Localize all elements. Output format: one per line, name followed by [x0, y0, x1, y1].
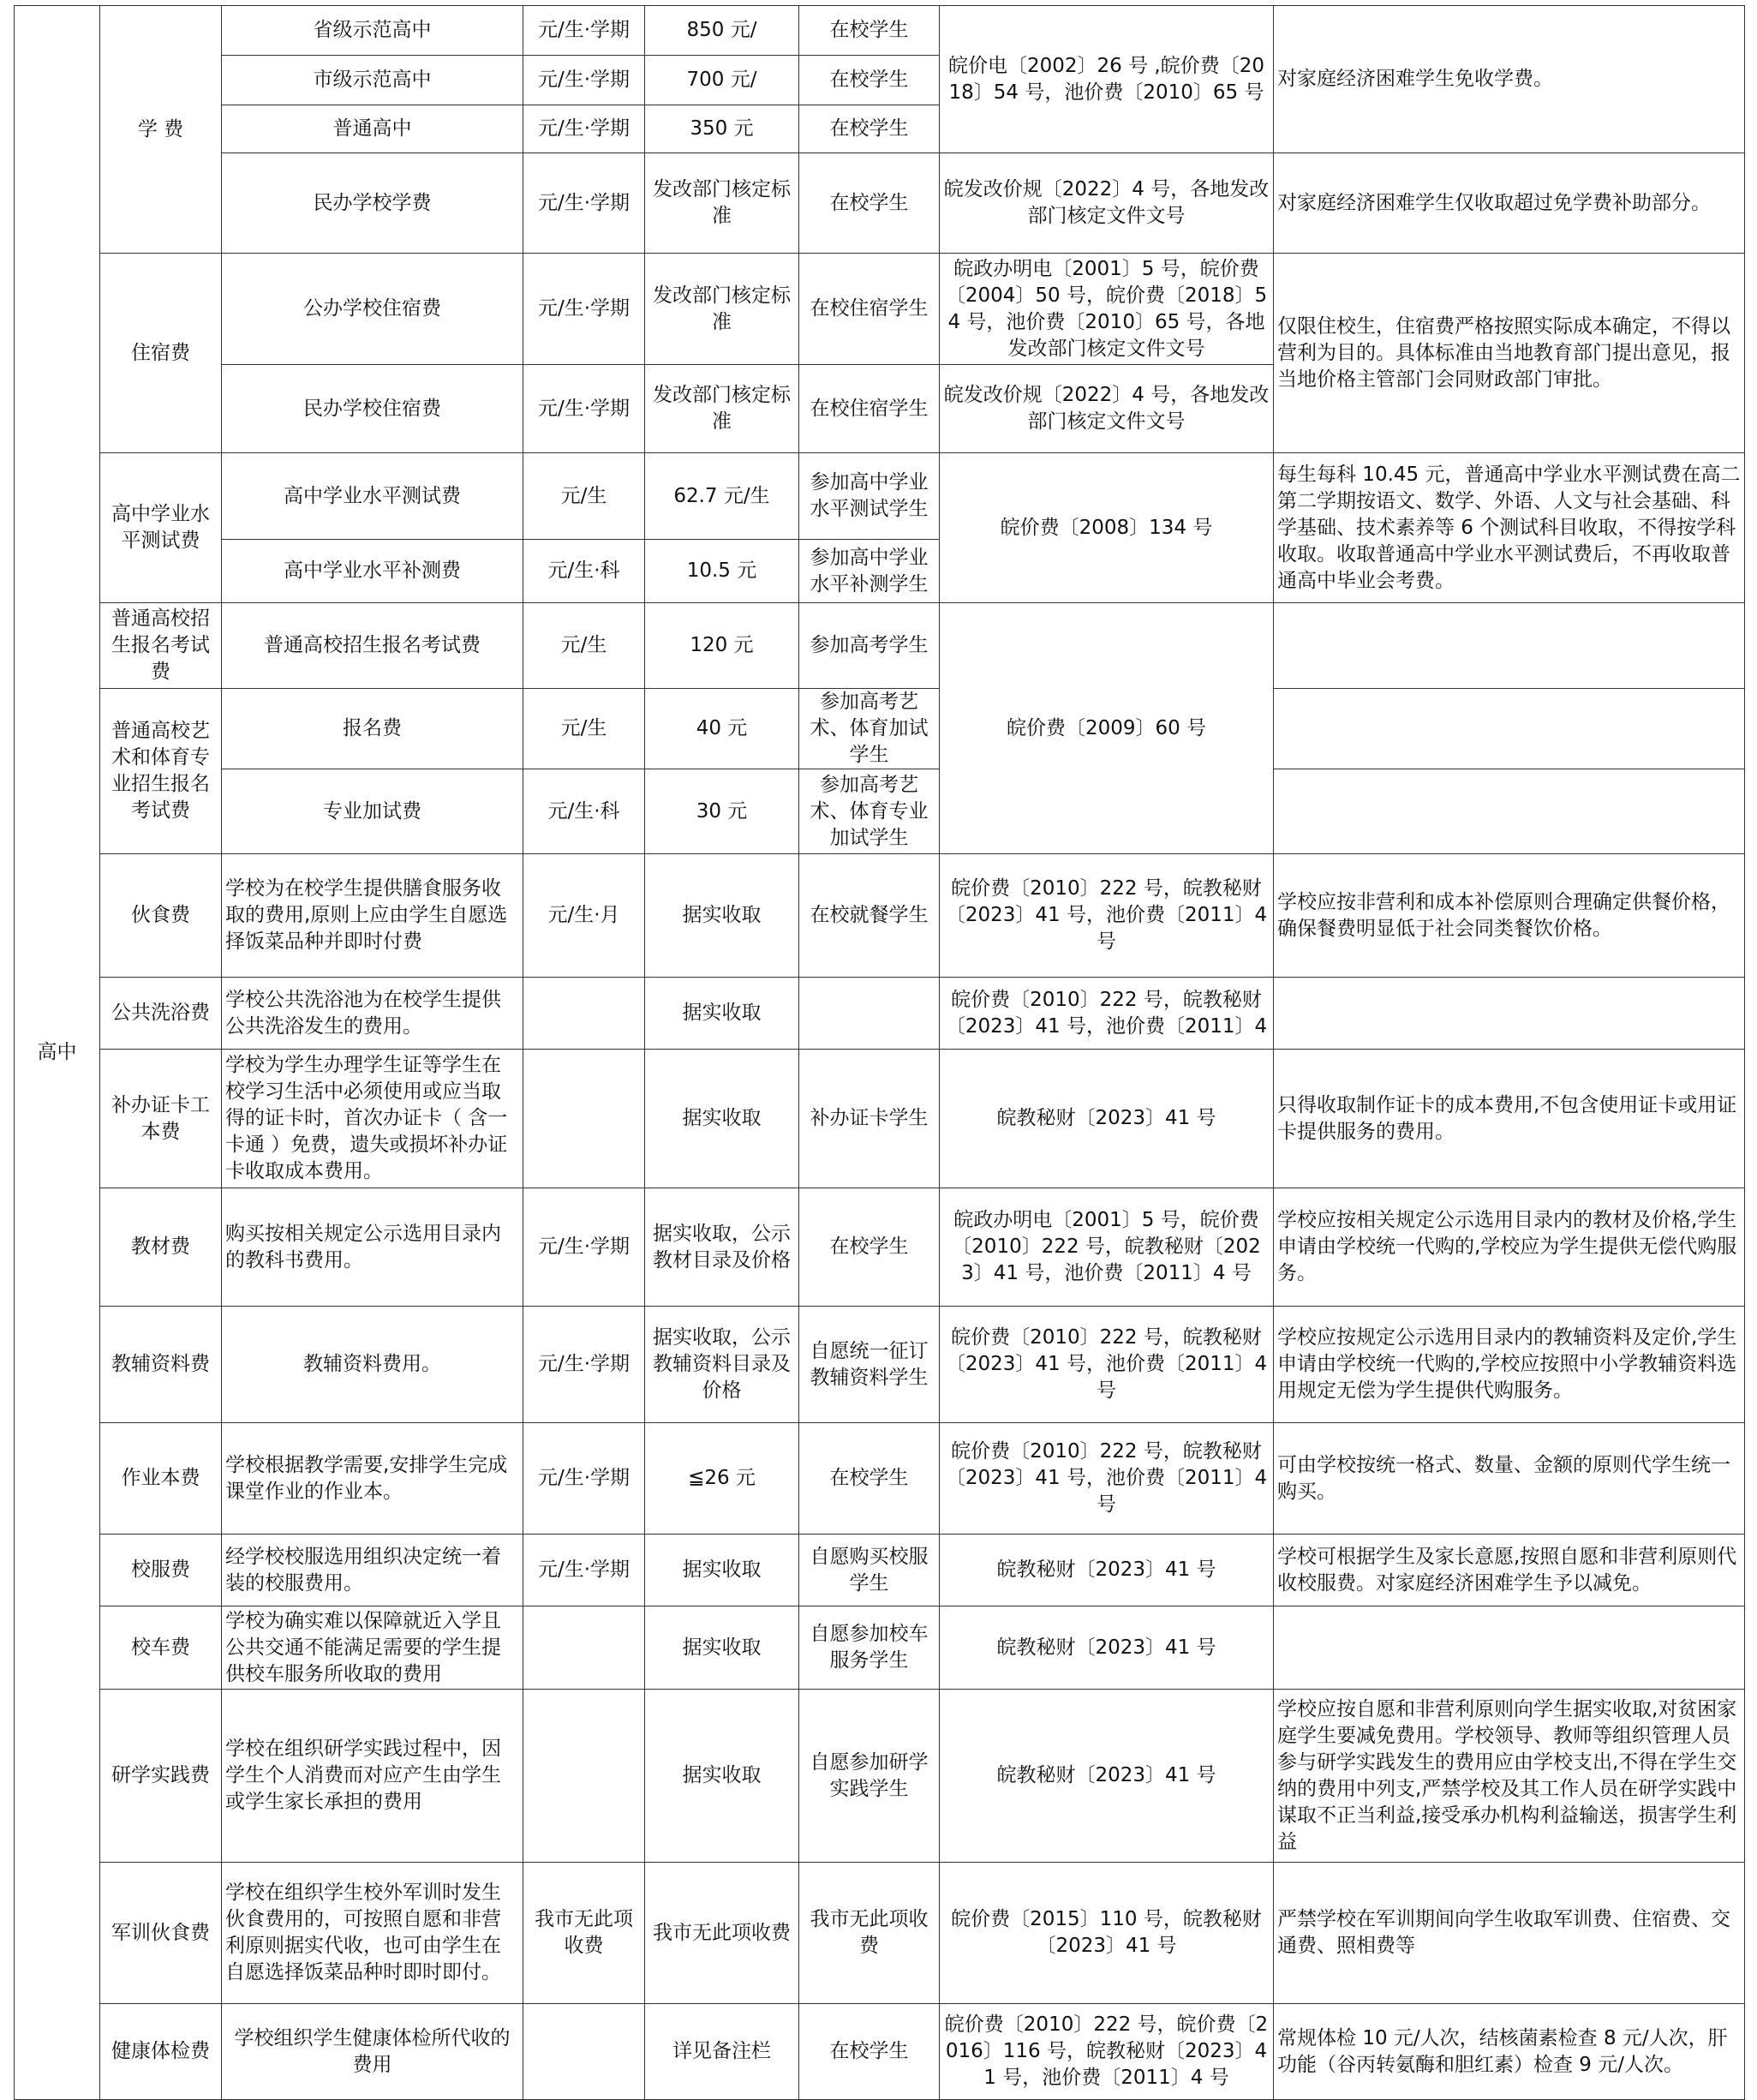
unit-cell: 元/生 — [523, 453, 645, 540]
standard-cell: ≦26 元 — [645, 1423, 799, 1535]
unit-cell: 元/生·学期 — [523, 153, 645, 254]
table-row — [15, 6, 1745, 56]
table-row — [15, 1423, 1745, 1535]
table-row — [15, 1188, 1745, 1307]
basis-cell: 皖教秘财〔2023〕41 号 — [940, 1690, 1274, 1863]
standard-cell: 据实收取 — [645, 1535, 799, 1606]
item-cell: 学校为确实难以保障就近入学且公共交通不能满足需要的学生提供校车服务所收取的费用 — [222, 1606, 523, 1690]
basis-cell: 皖价费〔2010〕222 号，皖教秘财〔2023〕41 号，池价费〔2011〕4 — [940, 978, 1274, 1050]
standard-cell: 120 元 — [645, 603, 799, 689]
standard-cell: 据实收取，公示教辅资料目录及价格 — [645, 1307, 799, 1423]
table-row — [15, 1050, 1745, 1188]
item-cell: 购买按相关规定公示选用目录内的教科书费用。 — [222, 1188, 523, 1307]
unit-cell: 元/生·学期 — [523, 1423, 645, 1535]
target-cell: 在校住宿学生 — [799, 365, 940, 453]
table-row — [15, 1535, 1745, 1606]
note-cell: 可由学校按统一格式、数量、金额的原则代学生统一购买。 — [1274, 1423, 1745, 1535]
target-cell: 自愿统一征订教辅资料学生 — [799, 1307, 940, 1423]
basis-cell: 皖发改价规〔2022〕4 号，各地发改部门核定文件文号 — [940, 153, 1274, 254]
table-row — [15, 854, 1745, 978]
basis-cell: 皖价费〔2010〕222 号，皖教秘财〔2023〕41 号，池价费〔2011〕4 号 — [940, 854, 1274, 978]
target-cell: 在校学生 — [799, 6, 940, 56]
basis-cell: 皖政办明电〔2001〕5 号，皖价费〔2004〕50 号，皖价费〔2018〕54 号，池价费〔2010〕65 号，各地发改部门核定文件文号 — [940, 254, 1274, 365]
table-row — [15, 453, 1745, 540]
category-cell: 健康体检费 — [100, 2004, 222, 2100]
standard-cell: 据实收取，公示教材目录及价格 — [645, 1188, 799, 1307]
target-cell: 补办证卡学生 — [799, 1050, 940, 1188]
category-cell: 军训伙食费 — [100, 1863, 222, 2004]
table-row — [15, 603, 1745, 689]
table-row — [15, 1690, 1745, 1863]
note-cell: 学校应按规定公示选用目录内的教辅资料及定价,学生申请由学校统一代购的,学校应按照中小学教辅资料选用规定无偿为学生提供代购服务。 — [1274, 1307, 1745, 1423]
note-cell: 常规体检 10 元/人次，结核菌素检查 8 元/人次，肝功能（谷丙转氨酶和胆红素）检查 9 元/人次。 — [1274, 2004, 1745, 2100]
note-cell — [1274, 1606, 1745, 1690]
item-cell: 学校组织学生健康体检所代收的费用 — [222, 2004, 523, 2100]
standard-cell: 据实收取 — [645, 978, 799, 1050]
target-cell: 在校学生 — [799, 56, 940, 105]
school-level-cell: 高中 — [15, 6, 100, 2100]
item-cell: 普通高中 — [222, 105, 523, 153]
target-cell: 参加高考艺术、体育专业加试学生 — [799, 769, 940, 854]
standard-cell: 700 元/ — [645, 56, 799, 105]
target-cell: 参加高考艺术、体育加试学生 — [799, 689, 940, 769]
unit-cell: 元/生·学期 — [523, 6, 645, 56]
standard-cell: 发改部门核定标准 — [645, 153, 799, 254]
item-cell: 学校为学生办理学生证等学生在校学习生活中必须使用或应当取得的证卡时，首次办证卡（ 含一卡通 ）免费，遗失或损坏补办证卡收取成本费用。 — [222, 1050, 523, 1188]
item-cell: 公办学校住宿费 — [222, 254, 523, 365]
table-row — [15, 1606, 1745, 1690]
item-cell: 市级示范高中 — [222, 56, 523, 105]
standard-cell: 62.7 元/生 — [645, 453, 799, 540]
item-cell: 学校为在校学生提供膳食服务收取的费用,原则上应由学生自愿选择饭菜品种并即时付费 — [222, 854, 523, 978]
target-cell: 在校学生 — [799, 153, 940, 254]
standard-cell: 据实收取 — [645, 1050, 799, 1188]
table-row — [15, 769, 1745, 854]
category-cell: 学 费 — [100, 6, 222, 254]
basis-cell: 皖价费〔2010〕222 号，皖价费〔2016〕116 号，皖教秘财〔2023〕41 号，池价费〔2011〕4 号 — [940, 2004, 1274, 2100]
category-cell: 补办证卡工本费 — [100, 1050, 222, 1188]
unit-cell — [523, 978, 645, 1050]
category-cell: 教辅资料费 — [100, 1307, 222, 1423]
basis-cell: 皖价电〔2002〕26 号 ,皖价费〔2018〕54 号，池价费〔2010〕65 号 — [940, 6, 1274, 153]
unit-cell: 元/生·科 — [523, 769, 645, 854]
note-cell: 对家庭经济困难学生免收学费。 — [1274, 6, 1745, 153]
item-cell: 学校公共洗浴池为在校学生提供公共洗浴发生的费用。 — [222, 978, 523, 1050]
table-row — [15, 1863, 1745, 2004]
basis-cell: 皖发改价规〔2022〕4 号，各地发改部门核定文件文号 — [940, 365, 1274, 453]
item-cell: 学校在组织研学实践过程中，因学生个人消费而对应产生由学生或学生家长承担的费用 — [222, 1690, 523, 1863]
unit-cell: 元/生·学期 — [523, 1188, 645, 1307]
note-cell: 只得收取制作证卡的成本费用,不包含使用证卡或用证卡提供服务的费用。 — [1274, 1050, 1745, 1188]
target-cell: 在校学生 — [799, 105, 940, 153]
note-cell: 每生每科 10.45 元，普通高中学业水平测试费在高二第二学期按语文、数学、外语、人文与社会基础、科学基础、技术素养等 6 个测试科目收取，不得按学科收取。收取普通高中学业水平测试费后，不再收取普通高中毕业会考费。 — [1274, 453, 1745, 603]
unit-cell — [523, 1606, 645, 1690]
category-cell: 伙食费 — [100, 854, 222, 978]
basis-cell: 皖教秘财〔2023〕41 号 — [940, 1606, 1274, 1690]
basis-cell: 皖价费〔2015〕110 号，皖教秘财〔2023〕41 号 — [940, 1863, 1274, 2004]
item-cell: 学校根据教学需要,安排学生完成课堂作业的作业本。 — [222, 1423, 523, 1535]
item-cell: 报名费 — [222, 689, 523, 769]
category-cell: 普通高校招生报名考试费 — [100, 603, 222, 689]
target-cell: 在校学生 — [799, 2004, 940, 2100]
standard-cell: 据实收取 — [645, 854, 799, 978]
item-cell: 教辅资料费用。 — [222, 1307, 523, 1423]
category-cell: 高中学业水平测试费 — [100, 453, 222, 603]
target-cell: 参加高中学业水平补测学生 — [799, 540, 940, 603]
basis-cell: 皖教秘财〔2023〕41 号 — [940, 1050, 1274, 1188]
category-cell: 住宿费 — [100, 254, 222, 453]
item-cell: 专业加试费 — [222, 769, 523, 854]
table-row — [15, 153, 1745, 254]
note-cell: 对家庭经济困难学生仅收取超过免学费补助部分。 — [1274, 153, 1745, 254]
basis-cell: 皖价费〔2008〕134 号 — [940, 453, 1274, 603]
category-cell: 公共洗浴费 — [100, 978, 222, 1050]
item-cell: 省级示范高中 — [222, 6, 523, 56]
target-cell: 在校学生 — [799, 1423, 940, 1535]
unit-cell: 元/生·学期 — [523, 105, 645, 153]
basis-cell: 皖价费〔2010〕222 号，皖教秘财〔2023〕41 号，池价费〔2011〕4 号 — [940, 1423, 1274, 1535]
item-cell: 高中学业水平测试费 — [222, 453, 523, 540]
target-cell: 参加高考学生 — [799, 603, 940, 689]
unit-cell — [523, 1050, 645, 1188]
item-cell: 经学校校服选用组织决定统一着装的校服费用。 — [222, 1535, 523, 1606]
category-cell: 校服费 — [100, 1535, 222, 1606]
table-row — [15, 978, 1745, 1050]
table-row — [15, 254, 1745, 365]
target-cell: 自愿购买校服学生 — [799, 1535, 940, 1606]
target-cell — [799, 978, 940, 1050]
basis-cell: 皖价费〔2009〕60 号 — [940, 603, 1274, 854]
category-cell: 研学实践费 — [100, 1690, 222, 1863]
note-cell — [1274, 769, 1745, 854]
unit-cell: 元/生·学期 — [523, 254, 645, 365]
unit-cell: 元/生 — [523, 689, 645, 769]
standard-cell: 30 元 — [645, 769, 799, 854]
table-row — [15, 689, 1745, 769]
item-cell: 高中学业水平补测费 — [222, 540, 523, 603]
category-cell: 校车费 — [100, 1606, 222, 1690]
standard-cell: 40 元 — [645, 689, 799, 769]
item-cell: 学校在组织学生校外军训时发生伙食费用的，可按照自愿和非营利原则据实代收，也可由学生在自愿选择饭菜品种时即时即付。 — [222, 1863, 523, 2004]
category-cell: 作业本费 — [100, 1423, 222, 1535]
target-cell: 参加高中学业水平测试学生 — [799, 453, 940, 540]
standard-cell: 发改部门核定标准 — [645, 365, 799, 453]
unit-cell: 元/生·学期 — [523, 56, 645, 105]
unit-cell: 元/生·月 — [523, 854, 645, 978]
standard-cell: 350 元 — [645, 105, 799, 153]
target-cell: 自愿参加校车服务学生 — [799, 1606, 940, 1690]
note-cell: 仅限住校生，住宿费严格按照实际成本确定，不得以营利为目的。具体标准由当地教育部门提出意见，报当地价格主管部门会同财政部门审批。 — [1274, 254, 1745, 453]
target-cell: 自愿参加研学实践学生 — [799, 1690, 940, 1863]
note-cell: 学校应按非营利和成本补偿原则合理确定供餐价格，确保餐费明显低于社会同类餐饮价格。 — [1274, 854, 1745, 978]
table-row — [15, 1307, 1745, 1423]
basis-cell: 皖教秘财〔2023〕41 号 — [940, 1535, 1274, 1606]
unit-cell — [523, 1690, 645, 1863]
note-cell — [1274, 603, 1745, 689]
note-cell — [1274, 689, 1745, 769]
standard-cell: 发改部门核定标准 — [645, 254, 799, 365]
unit-cell: 元/生·学期 — [523, 1535, 645, 1606]
category-cell: 普通高校艺术和体育专业招生报名考试费 — [100, 689, 222, 854]
note-cell: 学校可根据学生及家长意愿,按照自愿和非营利原则代收校服费。对家庭经济困难学生予以减免。 — [1274, 1535, 1745, 1606]
basis-cell: 皖政办明电〔2001〕5 号，皖价费〔2010〕222 号，皖教秘财〔2023〕41 号，池价费〔2011〕4 号 — [940, 1188, 1274, 1307]
note-cell — [1274, 978, 1745, 1050]
category-cell: 教材费 — [100, 1188, 222, 1307]
target-cell: 在校住宿学生 — [799, 254, 940, 365]
standard-cell: 我市无此项收费 — [645, 1863, 799, 2004]
standard-cell: 850 元/ — [645, 6, 799, 56]
unit-cell: 我市无此项收费 — [523, 1863, 645, 2004]
item-cell: 民办学校住宿费 — [222, 365, 523, 453]
unit-cell: 元/生·学期 — [523, 365, 645, 453]
note-cell: 学校应按相关规定公示选用目录内的教材及价格,学生申请由学校统一代购的,学校应为学生提供无偿代购服务。 — [1274, 1188, 1745, 1307]
fee-table — [14, 5, 1745, 2100]
standard-cell: 10.5 元 — [645, 540, 799, 603]
note-cell: 学校应按自愿和非营利原则向学生据实收取,对贫困家庭学生要减免费用。学校领导、教师等组织管理人员参与研学实践发生的费用应由学校支出,不得在学生交纳的费用中列支,严禁学校及其工作人员在研学实践中谋取不正当利益,接受承办机构利益输送，损害学生利益 — [1274, 1690, 1745, 1863]
unit-cell: 元/生·学期 — [523, 1307, 645, 1423]
note-cell: 严禁学校在军训期间向学生收取军训费、住宿费、交通费、照相费等 — [1274, 1863, 1745, 2004]
unit-cell: 元/生 — [523, 603, 645, 689]
item-cell: 普通高校招生报名考试费 — [222, 603, 523, 689]
standard-cell: 详见备注栏 — [645, 2004, 799, 2100]
target-cell: 我市无此项收费 — [799, 1863, 940, 2004]
target-cell: 在校就餐学生 — [799, 854, 940, 978]
standard-cell: 据实收取 — [645, 1690, 799, 1863]
item-cell: 民办学校学费 — [222, 153, 523, 254]
target-cell: 在校学生 — [799, 1188, 940, 1307]
basis-cell: 皖价费〔2010〕222 号，皖教秘财〔2023〕41 号，池价费〔2011〕4 号 — [940, 1307, 1274, 1423]
unit-cell: 元/生·科 — [523, 540, 645, 603]
standard-cell: 据实收取 — [645, 1606, 799, 1690]
